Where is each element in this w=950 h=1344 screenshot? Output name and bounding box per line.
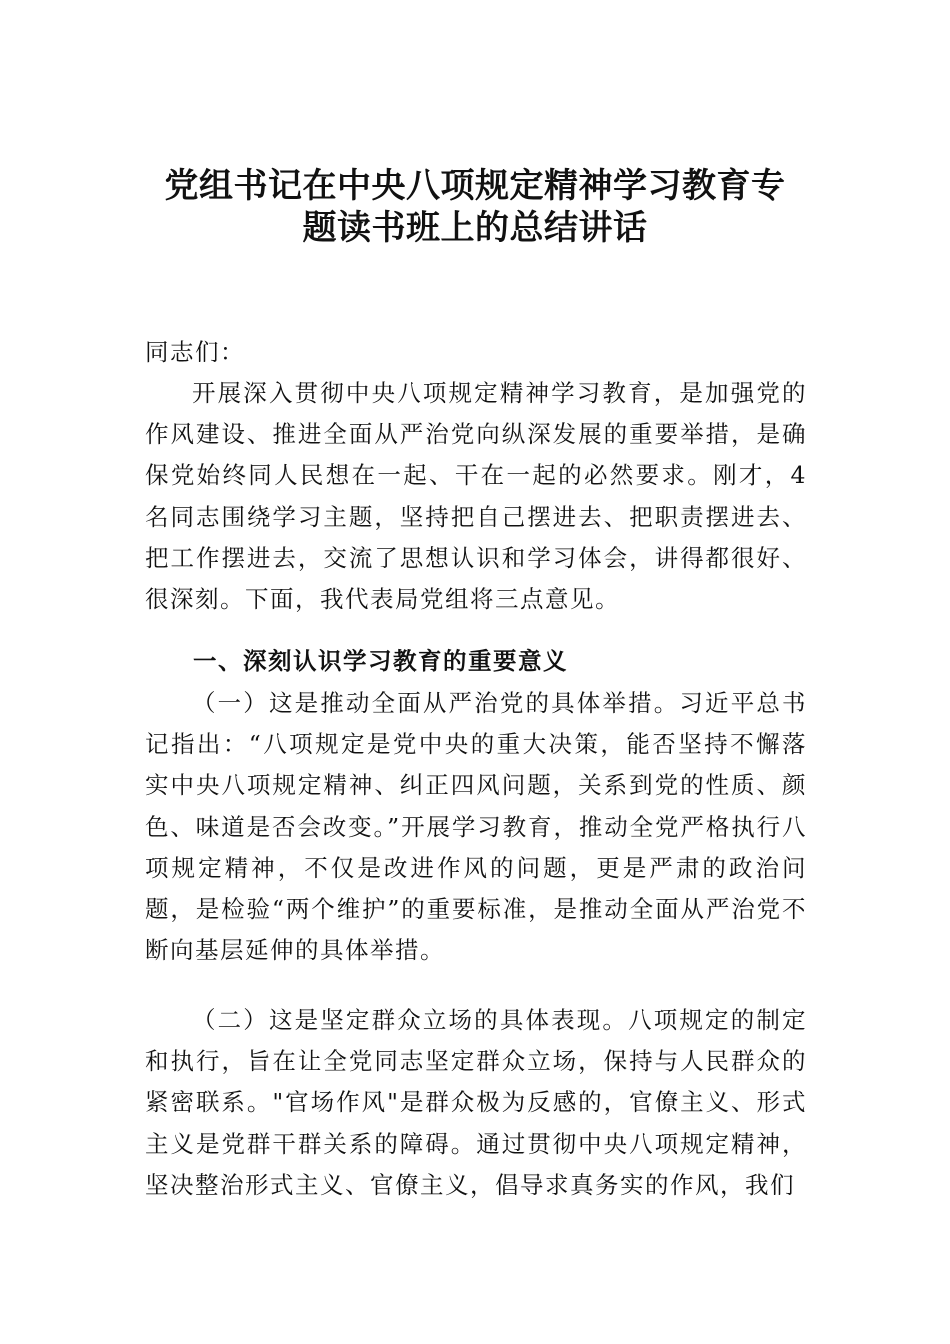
section-1-item-1-lead: （一）这是推动全面从严治党的具体举措。 <box>192 689 680 717</box>
intro-paragraph: 开展深入贯彻中央八项规定精神学习教育，是加强党的作风建设、推进全面从严治党向纵深发展的重要举措，是确保党始终同人民想在一起、干在一起的必然要求。刚才，4名同志围绕学习主题，坚持把自己摆进去、把职责摆进去、把工作摆进去，交流了思想认识和学习体会，讲得都很好、很深刻。下面，我代表局党组将三点意见。 <box>145 379 807 614</box>
section-1-item-1-body: 习近平总书记指出：“八项规定是党中央的重大决策，能否坚持不懈落实中央八项规定精神、纠正四风问题，关系到党的性质、颜色、味道是否会改变。”开展学习教育，推动全党严格执行八项规定精神，不仅是改进作风的问题，更是严肃的政治问题，是检验“两个维护”的重要标准，是推动全面从严治党不断向基层延伸的具体举措。 <box>145 689 807 965</box>
section-1-heading: 一、深刻认识学习教育的重要意义 <box>193 647 568 675</box>
document-title-line-1: 党组书记在中央八项规定精神学习教育专 <box>164 166 786 206</box>
section-1-item-2 <box>145 1000 807 1206</box>
salutation: 同志们： <box>145 338 245 366</box>
section-1-item-1 <box>145 683 807 971</box>
section-1-item-2-lead: （二）这是坚定群众立场的具体表现。 <box>192 1006 629 1034</box>
document-title-line-2: 题读书班上的总结讲话 <box>302 208 648 248</box>
section-1-item-2-body: 八项规定的制定和执行，旨在让全党同志坚定群众立场，保持与人民群众的紧密联系。"官场作风"是群众极为反感的，官僚主义、形式主义是党群干群关系的障碍。通过贯彻中央八项规定精神，坚决整治形式主义、官僚主义，倡导求真务实的作风，我们 <box>145 1006 808 1199</box>
